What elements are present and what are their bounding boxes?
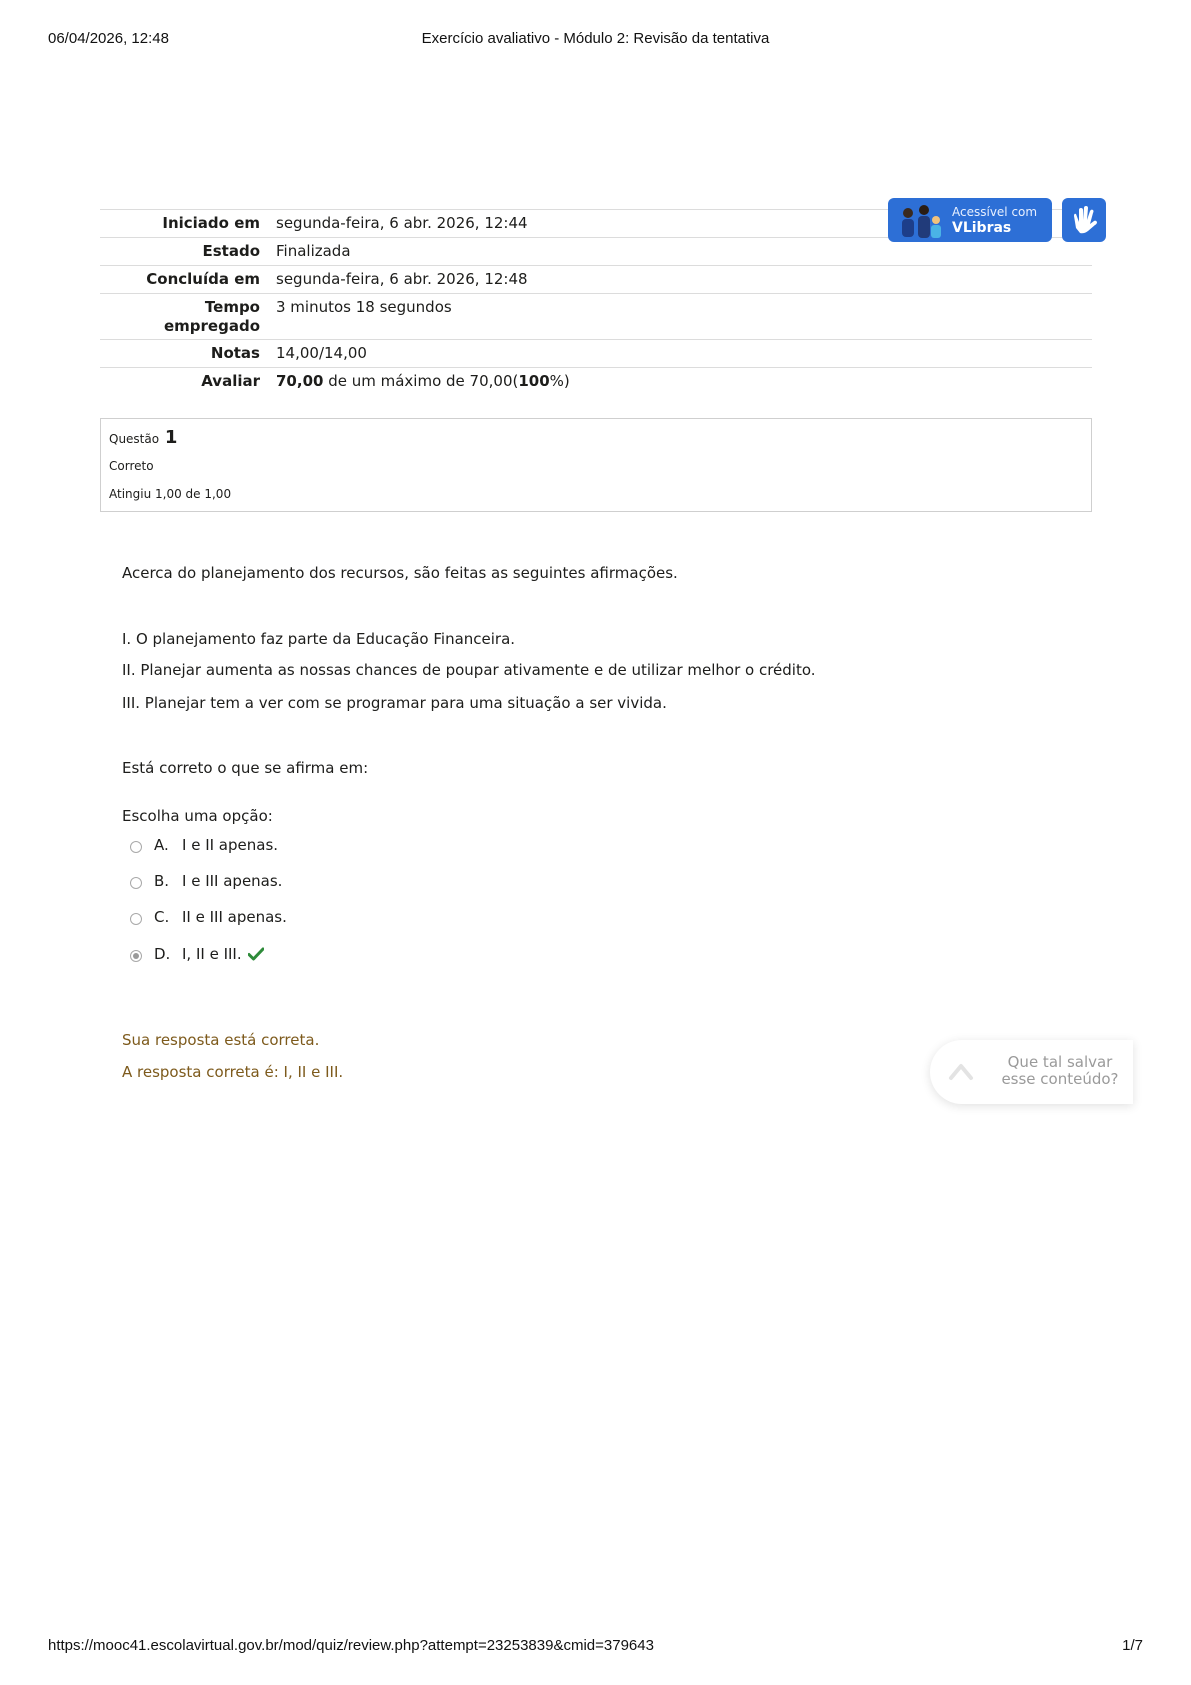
print-header (48, 30, 1143, 50)
option-letter: B. (154, 872, 170, 890)
save-content-line1: Que tal salvar (1007, 1053, 1113, 1071)
summary-label: Notas (210, 344, 260, 362)
option-text (182, 945, 264, 963)
sign-language-hand-icon (1062, 198, 1106, 242)
radio-button[interactable] (130, 841, 142, 853)
save-bookmark-icon (948, 1060, 974, 1084)
option-letter: C. (154, 908, 170, 926)
feedback-result: Sua resposta está correta. (122, 1031, 320, 1049)
summary-value: 3 minutos 18 segundos (276, 298, 452, 316)
vlibras-button[interactable] (888, 198, 1052, 242)
summary-row-time-taken (100, 294, 1092, 340)
question-statement: I. O planejamento faz parte da Educação Financeira. (122, 630, 516, 648)
grade-score: 70,00 (276, 372, 324, 390)
vlibras-avatars-icon (898, 204, 946, 240)
print-footer (48, 1637, 1143, 1657)
save-content-text (990, 1054, 1130, 1088)
save-content-line2: esse conteúdo? (1001, 1070, 1119, 1088)
summary-value (268, 368, 1092, 396)
correct-check-icon (248, 947, 264, 961)
vlibras-brand: VLibras (952, 220, 1012, 236)
question-label: Questão (109, 432, 160, 446)
radio-button-selected[interactable] (130, 950, 142, 962)
grade-percent-suffix: %) (549, 372, 570, 390)
summary-label: Iniciado em (162, 214, 260, 232)
option-text: I e II apenas. (182, 836, 279, 854)
summary-label: Estado (202, 242, 260, 260)
summary-row-marks (100, 340, 1092, 368)
choose-option-label: Escolha uma opção: (122, 807, 273, 825)
vlibras-caption: Acessível com (952, 205, 1038, 219)
print-page-number: 1/7 (1122, 1637, 1143, 1654)
summary-label: Concluída em (146, 270, 260, 288)
print-url: https://mooc41.escolavirtual.gov.br/mod/quiz/review.php?attempt=23253839&cmid=379643 (48, 1637, 654, 1654)
grade-max: de um máximo de 70,00( (323, 372, 519, 390)
question-info-box (100, 418, 1092, 512)
question-number-value: 1 (164, 427, 178, 448)
radio-button[interactable] (130, 877, 142, 889)
option-letter: A. (154, 836, 169, 854)
question-state: Correto (109, 459, 154, 473)
summary-label-line1: Tempo (204, 298, 260, 316)
option-text: I e III apenas. (182, 872, 283, 890)
summary-value: segunda-feira, 6 abr. 2026, 12:48 (276, 270, 528, 288)
option-letter: D. (154, 945, 171, 963)
option-text: II e III apenas. (182, 908, 287, 926)
grade-percent: 100 (518, 372, 550, 390)
question-intro: Acerca do planejamento dos recursos, são feitas as seguintes afirmações. (122, 564, 678, 582)
feedback-right-answer: A resposta correta é: I, II e III. (122, 1063, 344, 1081)
summary-label: Avaliar (201, 372, 260, 390)
question-statement: III. Planejar tem a ver com se programar para uma situação a ser vivida. (122, 694, 667, 712)
save-content-widget[interactable] (930, 1040, 1133, 1104)
radio-button[interactable] (130, 913, 142, 925)
summary-label-line2: empregado (163, 317, 260, 335)
question-statement: II. Planejar aumenta as nossas chances de poupar ativamente e de utilizar melhor o crédito. (122, 661, 816, 679)
summary-value: Finalizada (276, 242, 351, 260)
summary-value: segunda-feira, 6 abr. 2026, 12:44 (276, 214, 528, 232)
summary-value: 14,00/14,00 (276, 344, 367, 362)
question-prompt: Está correto o que se afirma em: (122, 759, 369, 777)
question-number (109, 427, 177, 448)
option-text-value: I, II e III. (182, 945, 242, 963)
summary-row-completed (100, 266, 1092, 294)
print-page-title: Exercício avaliativo - Módulo 2: Revisão da tentativa (421, 30, 770, 47)
summary-row-grade (100, 368, 1092, 396)
question-grade: Atingiu 1,00 de 1,00 (109, 487, 232, 501)
summary-label (100, 294, 268, 340)
sign-language-hand-button[interactable] (1062, 198, 1106, 242)
print-datetime: 06/04/2026, 12:48 (48, 30, 169, 47)
